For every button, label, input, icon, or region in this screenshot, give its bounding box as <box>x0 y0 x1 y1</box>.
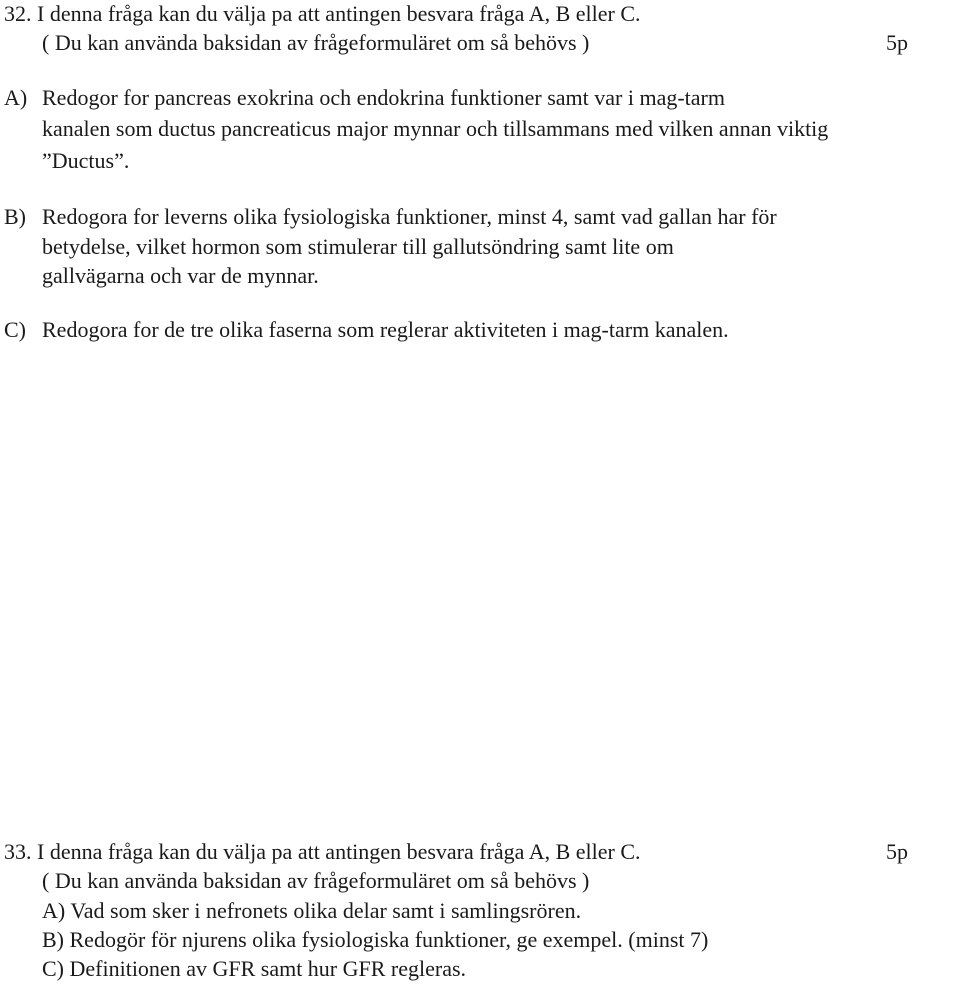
q33-note: ( Du kan använda baksidan av frågeformuläret om så behövs ) <box>42 868 590 893</box>
q33-points: 5p <box>886 839 908 864</box>
q32-b-label: B) <box>4 204 26 229</box>
q32-a-line-1: Redogor for pancreas exokrina och endokrina funktioner samt var i mag-tarm <box>42 85 725 110</box>
q32-points: 5p <box>886 30 908 55</box>
q32-a-line-3: ”Ductus”. <box>42 148 130 173</box>
q32-c-label: C) <box>4 317 26 342</box>
q33-b: B) Redogör för njurens olika fysiologiska funktioner, ge exempel. (minst 7) <box>42 927 709 952</box>
q32-c-text: Redogora for de tre olika faserna som reglerar aktiviteten i mag-tarm kanalen. <box>42 317 729 342</box>
q32-b-line-1: Redogora for leverns olika fysiologiska funktioner, minst 4, samt vad gallan har för <box>42 204 777 229</box>
q32-b-line-3: gallvägarna och var de mynnar. <box>42 263 319 288</box>
q32-note: ( Du kan använda baksidan av frågeformuläret om så behövs ) <box>42 30 590 55</box>
q32-b-line-2: betydelse, vilket hormon som stimulerar till gallutsöndring samt lite om <box>42 234 674 259</box>
q33-title: 33. I denna fråga kan du välja pa att antingen besvara fråga A, B eller C. <box>4 839 641 864</box>
q32-title: 32. I denna fråga kan du välja pa att antingen besvara fråga A, B eller C. <box>4 1 641 26</box>
q33-c: C) Definitionen av GFR samt hur GFR regleras. <box>42 956 467 981</box>
q32-a-line-2: kanalen som ductus pancreaticus major mynnar och tillsammans med vilken annan viktig <box>42 116 829 141</box>
q33-a: A) Vad som sker i nefronets olika delar samt i samlingsrören. <box>42 898 582 923</box>
q32-a-label: A) <box>4 85 28 110</box>
